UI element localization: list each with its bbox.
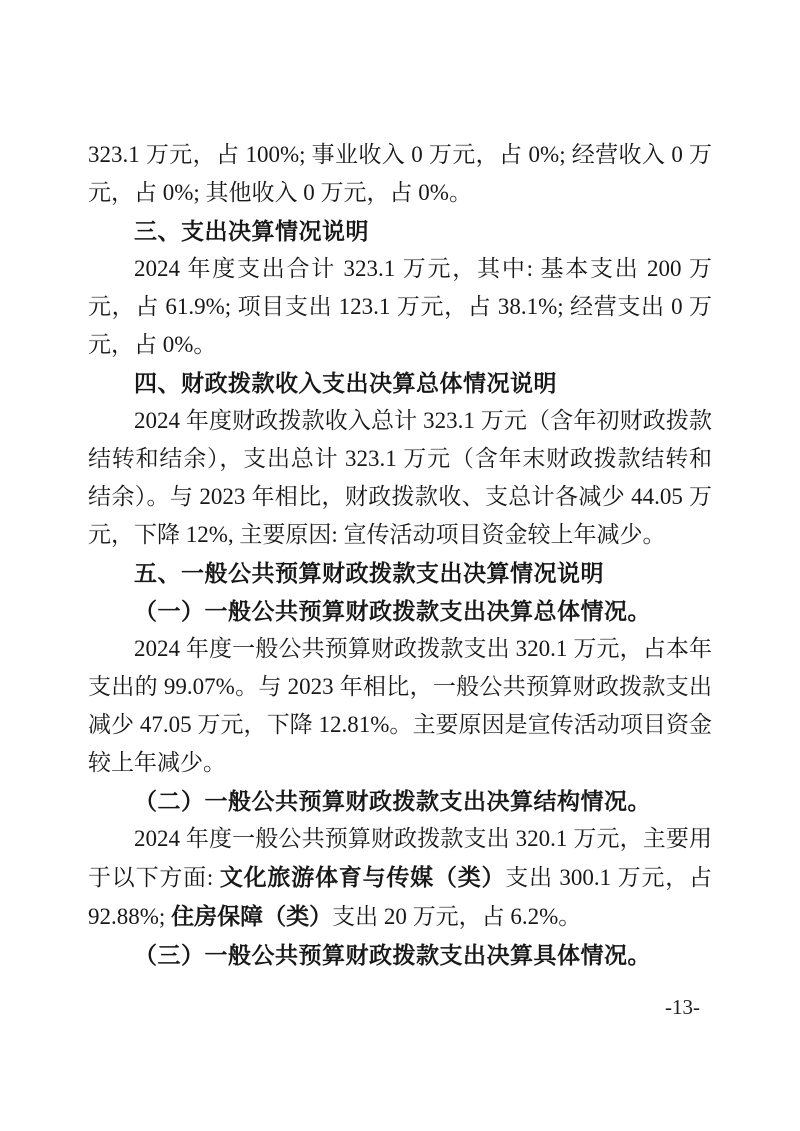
subheading-general-budget-structure: （二）一般公共预算财政拨款支出决算结构情况。 <box>134 788 651 814</box>
document-text-block <box>88 136 712 974</box>
subheading-general-budget-overall: （一）一般公共预算财政拨款支出决算总体情况。 <box>134 598 651 624</box>
subheading-general-budget-details: （三）一般公共预算财政拨款支出决算具体情况。 <box>134 942 651 968</box>
paragraph-income-continuation: 323.1 万元，占 100%; 事业收入 0 万元，占 0%; 经营收入 0 万元，占 0%; 其他收入 0 万元，占 0%。 <box>88 142 712 205</box>
structure-paragraph-mid: 支出 300.1 万元，占 92.88%; <box>88 865 713 929</box>
section-heading-fiscal-appropriation-overview: 四、财政拨款收入支出决算总体情况说明 <box>134 370 557 396</box>
paragraph-expenditure-summary: 2024 年度支出合计 323.1 万元，其中: 基本支出 200 万元，占 61.9%; 项目支出 123.1 万元，占 38.1%; 经营支出 0 万元，占 0%。 <box>88 256 712 357</box>
category-culture-tourism-sports-media: 文化旅游体育与传媒（类） <box>219 864 506 890</box>
page-number: -13- <box>665 995 700 1019</box>
structure-paragraph-tail: 支出 20 万元，占 6.2%。 <box>332 904 582 929</box>
paragraph-general-budget-structure <box>88 820 712 936</box>
section-heading-expenditure: 三、支出决算情况说明 <box>134 218 369 244</box>
section-heading-general-public-budget: 五、一般公共预算财政拨款支出决算情况说明 <box>134 560 604 586</box>
category-housing-security: 住房保障（类） <box>171 903 333 929</box>
paragraph-general-budget-overall: 2024 年度一般公共预算财政拨款支出 320.1 万元，占本年支出的 99.07%。与 2023 年相比，一般公共预算财政拨款支出减少 47.05 万元，下降 12.81%。主要原因是宣传活动项目资金较上年减少。 <box>88 636 712 775</box>
structure-paragraph-lead: 2024 年度一般公共预算财政拨款支出 320.1 万元，主要用于以下方面: <box>88 826 712 890</box>
paragraph-fiscal-appropriation-overview: 2024 年度财政拨款收入总计 323.1 万元（含年初财政拨款结转和结余），支出总计 323.1 万元（含年末财政拨款结转和结余）。与 2023 年相比，财政拨款收、支总计各减少 44.05 万元，下降 12%, 主要原因: 宣传活动项目资金较上年减少。 <box>88 408 712 547</box>
